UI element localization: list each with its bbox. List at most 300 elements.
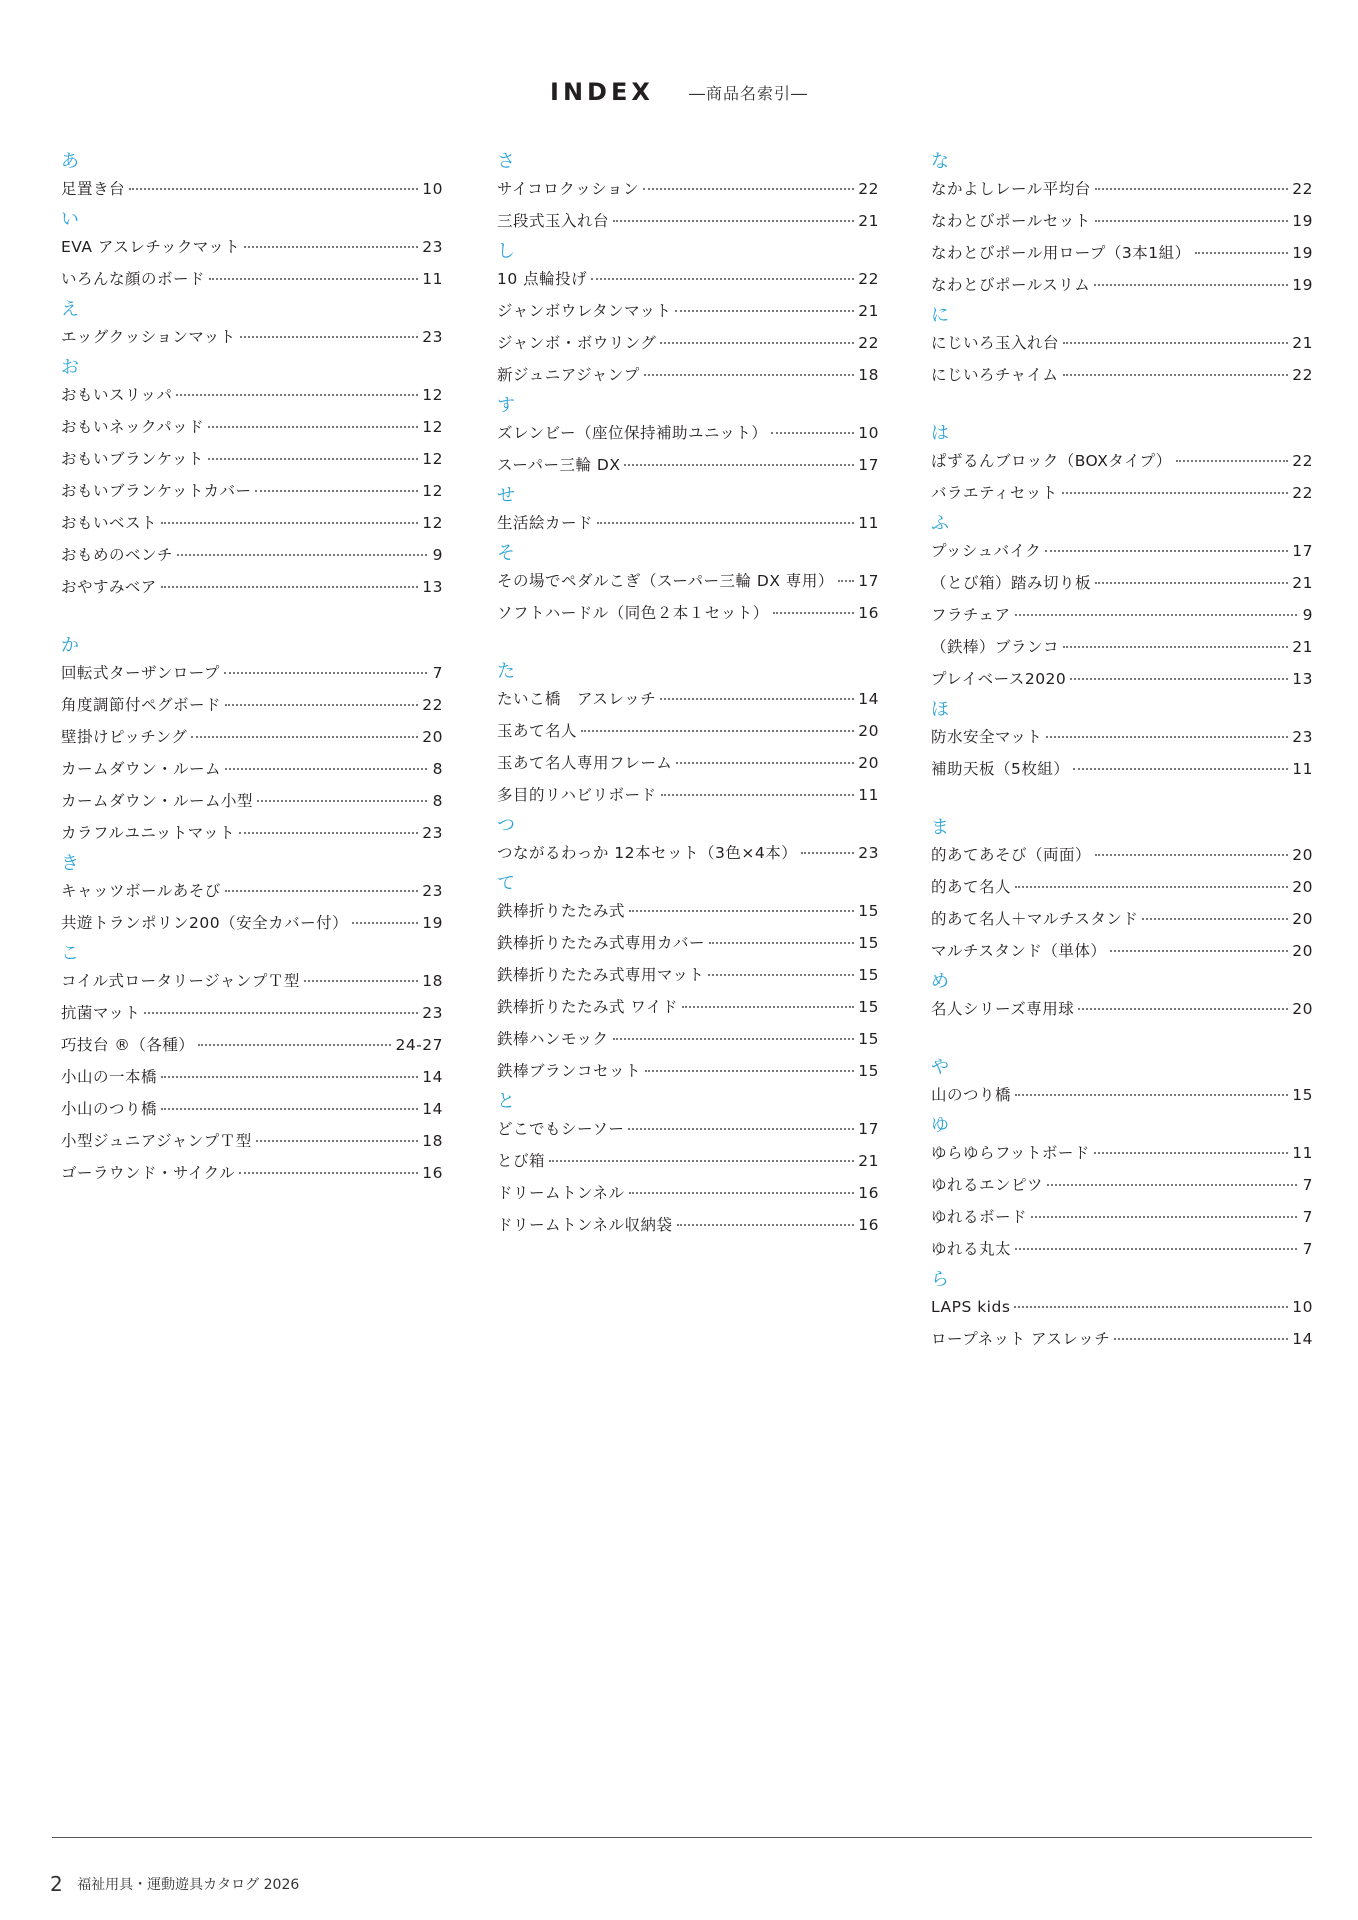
index-entry — [931, 1201, 1313, 1233]
entry-name: プッシュバイク — [931, 542, 1042, 560]
entry-list — [497, 1113, 879, 1241]
entry-page-number: 11 — [1292, 760, 1313, 778]
index-group — [931, 1115, 1313, 1265]
entry-page-number: 20 — [858, 754, 879, 772]
kana-heading: め — [931, 971, 949, 992]
dot-leader — [225, 768, 427, 770]
index-entry — [61, 571, 443, 603]
entry-name: 回転式ターザンロープ — [61, 664, 220, 682]
entry-page-number: 11 — [1292, 1144, 1313, 1162]
entry-name: カームダウン・ルーム小型 — [61, 792, 254, 810]
dot-leader — [644, 374, 855, 376]
entry-page-number: 23 — [422, 824, 443, 842]
entry-name: 抗菌マット — [61, 1004, 141, 1022]
dot-leader — [239, 1172, 418, 1174]
entry-page-number: 18 — [422, 1132, 443, 1150]
dot-leader — [675, 310, 854, 312]
entry-page-number: 10 — [1292, 1298, 1313, 1316]
entry-page-number: 20 — [858, 722, 879, 740]
entry-name: 鉄棒折りたたみ式 — [497, 902, 626, 920]
index-entry — [931, 721, 1313, 753]
index-entry — [61, 907, 443, 939]
index-entry — [61, 443, 443, 475]
kana-heading: に — [931, 305, 949, 326]
dot-leader — [208, 426, 418, 428]
entry-page-number: 21 — [1292, 334, 1313, 352]
entry-page-number: 15 — [858, 902, 879, 920]
page-number: 2 — [50, 1872, 63, 1896]
entry-page-number: 14 — [422, 1100, 443, 1118]
kana-heading: こ — [61, 943, 79, 964]
catalog-name: 福祉用具・運動遊具カタログ 2026 — [77, 1877, 300, 1893]
entry-name: おもいスリッパ — [61, 386, 173, 404]
index-entry — [61, 379, 443, 411]
index-entry — [497, 683, 879, 715]
entry-name: 防水安全マット — [931, 728, 1043, 746]
index-group — [497, 873, 879, 1087]
entry-list — [497, 507, 879, 539]
index-entry — [61, 1029, 443, 1061]
entry-page-number: 21 — [1292, 638, 1313, 656]
kana-heading: き — [61, 853, 79, 874]
entry-page-number: 17 — [858, 572, 879, 590]
entry-list — [931, 1137, 1313, 1265]
index-entry — [497, 205, 879, 237]
index-entry — [931, 269, 1313, 301]
index-entry — [497, 1055, 879, 1087]
entry-page-number: 19 — [1292, 212, 1313, 230]
kana-heading: し — [497, 241, 515, 262]
dot-leader — [240, 336, 419, 338]
dot-leader — [1014, 1306, 1288, 1308]
entry-page-number: 23 — [1292, 728, 1313, 746]
index-entry — [61, 507, 443, 539]
index-group — [931, 971, 1313, 1025]
entry-name: 鉄棒ブランコセット — [497, 1062, 642, 1080]
entry-page-number: 22 — [422, 696, 443, 714]
index-column-1 — [61, 147, 443, 1189]
dot-leader — [1095, 220, 1289, 222]
entry-name: ズレンビー（座位保持補助ユニット） — [497, 424, 768, 442]
index-entry — [497, 1145, 879, 1177]
entry-list — [497, 837, 879, 869]
dot-leader — [771, 432, 854, 434]
index-group — [61, 357, 443, 603]
entry-page-number: 15 — [1292, 1086, 1313, 1104]
entry-page-number: 7 — [1302, 1208, 1313, 1226]
entry-page-number: 11 — [422, 270, 443, 288]
entry-name: 多目的リハビリボード — [497, 786, 657, 804]
dot-leader — [613, 1038, 855, 1040]
kana-heading: す — [497, 395, 515, 416]
index-header — [0, 78, 1358, 106]
entry-name: 壁掛けピッチング — [61, 728, 188, 746]
entry-page-number: 16 — [858, 604, 879, 622]
kana-heading: い — [61, 209, 79, 230]
entry-name: 的あて名人 — [931, 878, 1012, 896]
entry-page-number: 11 — [858, 514, 879, 532]
dot-leader — [1094, 1152, 1288, 1154]
dot-leader — [628, 1128, 854, 1130]
index-entry — [931, 1137, 1313, 1169]
entry-list — [497, 565, 879, 629]
entry-page-number: 8 — [432, 760, 443, 778]
entry-page-number: 19 — [422, 914, 443, 932]
kana-heading: せ — [497, 485, 515, 506]
dot-leader — [177, 554, 427, 556]
entry-page-number: 7 — [1302, 1240, 1313, 1258]
entry-list — [931, 445, 1313, 509]
dot-leader — [191, 736, 418, 738]
entry-name: どこでもシーソー — [497, 1120, 625, 1138]
entry-name: キャッツボールあそび — [61, 882, 221, 900]
index-entry — [61, 1093, 443, 1125]
dot-leader — [1110, 950, 1288, 952]
index-group — [497, 543, 879, 629]
entry-page-number: 23 — [422, 238, 443, 256]
dot-leader — [129, 188, 418, 190]
index-entry — [931, 1233, 1313, 1265]
page-footer — [50, 1872, 299, 1896]
index-group — [931, 423, 1313, 509]
index-entry — [497, 565, 879, 597]
entry-name: 鉄棒折りたたみ式 ワイド — [497, 998, 678, 1016]
entry-page-number: 20 — [1292, 1000, 1313, 1018]
entry-page-number: 20 — [1292, 846, 1313, 864]
dot-leader — [256, 1140, 419, 1142]
entry-name: なわとびポールスリム — [931, 276, 1091, 294]
entry-name: スーパー三輪 DX — [497, 456, 621, 474]
entry-page-number: 13 — [422, 578, 443, 596]
entry-name: おもいブランケットカバー — [61, 482, 252, 500]
entry-name: LAPS kids — [931, 1298, 1011, 1316]
dot-leader — [1095, 854, 1288, 856]
entry-name: おもいブランケット — [61, 450, 204, 468]
entry-page-number: 18 — [858, 366, 879, 384]
index-entry — [61, 411, 443, 443]
dot-leader — [629, 910, 854, 912]
entry-list — [497, 417, 879, 481]
index-entry — [497, 895, 879, 927]
index-entry — [61, 475, 443, 507]
dot-leader — [225, 704, 418, 706]
index-entry — [931, 1323, 1313, 1355]
kana-heading: あ — [61, 151, 79, 172]
entry-page-number: 14 — [858, 690, 879, 708]
dot-leader — [304, 980, 418, 982]
entry-name: ソフトハードル（同色２本１セット） — [497, 604, 769, 622]
index-group — [931, 151, 1313, 301]
entry-page-number: 20 — [422, 728, 443, 746]
index-group — [497, 815, 879, 869]
dot-leader — [224, 672, 427, 674]
index-entry — [931, 753, 1313, 785]
entry-page-number: 22 — [858, 270, 879, 288]
index-entry — [931, 599, 1313, 631]
kana-heading: や — [931, 1057, 949, 1078]
entry-name: ゴーラウンド・サイクル — [61, 1164, 236, 1182]
index-entry — [497, 417, 879, 449]
entry-name: （とび箱）踏み切り板 — [931, 574, 1092, 592]
index-column-2 — [497, 147, 879, 1241]
kana-heading: て — [497, 873, 515, 894]
entry-name: いろんな顔のボード — [61, 270, 206, 288]
entry-page-number: 17 — [858, 456, 879, 474]
index-entry — [931, 631, 1313, 663]
dot-leader — [1063, 646, 1288, 648]
entry-name: ロープネット アスレッチ — [931, 1330, 1111, 1348]
entry-name: にじいろチャイム — [931, 366, 1059, 384]
index-entry — [497, 507, 879, 539]
entry-page-number: 11 — [858, 786, 879, 804]
entry-page-number: 22 — [1292, 452, 1313, 470]
entry-name: たいこ橋 アスレッチ — [497, 690, 657, 708]
entry-name: ジャンボウレタンマット — [497, 302, 672, 320]
dot-leader — [1015, 1094, 1288, 1096]
entry-page-number: 8 — [432, 792, 443, 810]
entry-page-number: 15 — [858, 934, 879, 952]
kana-heading: ら — [931, 1269, 949, 1290]
entry-name: 新ジュニアジャンプ — [497, 366, 640, 384]
kana-heading: ほ — [931, 699, 949, 720]
entry-page-number: 12 — [422, 482, 443, 500]
entry-name: フラチェア — [931, 606, 1011, 624]
dot-leader — [255, 490, 418, 492]
dot-leader — [581, 730, 854, 732]
dot-leader — [1063, 342, 1288, 344]
entry-page-number: 16 — [858, 1184, 879, 1202]
index-entry — [61, 753, 443, 785]
entry-page-number: 12 — [422, 386, 443, 404]
entry-page-number: 12 — [422, 418, 443, 436]
entry-name: ドリームトンネル — [497, 1184, 625, 1202]
index-entry — [497, 991, 879, 1023]
index-entry — [931, 993, 1313, 1025]
index-column-3 — [931, 147, 1313, 1355]
index-entry — [497, 173, 879, 205]
entry-page-number: 10 — [422, 180, 443, 198]
entry-name: カームダウン・ルーム — [61, 760, 222, 778]
kana-heading: え — [61, 299, 79, 320]
index-entry — [61, 1125, 443, 1157]
dot-leader — [1073, 768, 1288, 770]
entry-name: 小型ジュニアジャンプＴ型 — [61, 1132, 252, 1150]
page-title: INDEX — [550, 78, 654, 106]
entry-name: （鉄棒）ブランコ — [931, 638, 1060, 656]
entry-list — [61, 965, 443, 1189]
entry-page-number: 7 — [432, 664, 443, 682]
index-group — [497, 485, 879, 539]
index-entry — [61, 173, 443, 205]
entry-page-number: 19 — [1292, 276, 1313, 294]
entry-list — [61, 379, 443, 603]
entry-name: 的あてあそび（両面） — [931, 846, 1092, 864]
entry-name: ジャンボ・ボウリング — [497, 334, 657, 352]
dot-leader — [161, 1108, 418, 1110]
index-group — [497, 151, 879, 237]
entry-list — [931, 993, 1313, 1025]
dot-leader — [624, 464, 854, 466]
index-entry — [61, 997, 443, 1029]
entry-name: とび箱 — [497, 1152, 546, 1170]
entry-list — [931, 327, 1313, 391]
entry-list — [931, 839, 1313, 967]
entry-name: なかよしレール平均台 — [931, 180, 1091, 198]
index-group — [61, 209, 443, 295]
entry-name: ゆらゆらフットボード — [931, 1144, 1090, 1162]
index-entry — [497, 1177, 879, 1209]
entry-page-number: 9 — [1302, 606, 1313, 624]
index-entry — [497, 359, 879, 391]
entry-page-number: 21 — [858, 212, 879, 230]
entry-page-number: 20 — [1292, 910, 1313, 928]
index-entry — [931, 839, 1313, 871]
dot-leader — [257, 800, 427, 802]
entry-name: 小山のつり橋 — [61, 1100, 158, 1118]
index-group — [61, 635, 443, 849]
index-entry — [931, 205, 1313, 237]
dot-leader — [629, 1192, 855, 1194]
index-group — [497, 661, 879, 811]
index-entry — [931, 663, 1313, 695]
index-entry — [931, 1291, 1313, 1323]
entry-name: カラフルユニットマット — [61, 824, 236, 842]
dot-leader — [1047, 1184, 1297, 1186]
index-group — [931, 513, 1313, 695]
entry-list — [931, 173, 1313, 301]
entry-page-number: 17 — [1292, 542, 1313, 560]
index-entry — [497, 1209, 879, 1241]
entry-list — [61, 875, 443, 939]
entry-name: おもめのベンチ — [61, 546, 174, 564]
entry-name: 鉄棒ハンモック — [497, 1030, 609, 1048]
dot-leader — [209, 278, 418, 280]
dot-leader — [198, 1044, 391, 1046]
dot-leader — [597, 522, 854, 524]
dot-leader — [1046, 736, 1288, 738]
entry-name: プレイベース2020 — [931, 670, 1067, 688]
index-entry — [61, 263, 443, 295]
index-group — [497, 1091, 879, 1241]
entry-page-number: 22 — [1292, 366, 1313, 384]
entry-name: その場でペダルこぎ（スーパー三輪 DX 専用） — [497, 572, 834, 590]
entry-page-number: 22 — [1292, 484, 1313, 502]
entry-page-number: 15 — [858, 998, 879, 1016]
dot-leader — [1095, 582, 1288, 584]
entry-list — [497, 683, 879, 811]
entry-name: 鉄棒折りたたみ式専用マット — [497, 966, 705, 984]
entry-page-number: 15 — [858, 1062, 879, 1080]
index-entry — [931, 567, 1313, 599]
kana-heading: か — [61, 635, 79, 656]
index-entry — [61, 321, 443, 353]
entry-page-number: 22 — [858, 334, 879, 352]
entry-name: 三段式玉入れ台 — [497, 212, 610, 230]
kana-heading: お — [61, 357, 79, 378]
kana-heading: つ — [497, 815, 515, 836]
dot-leader — [1114, 1338, 1288, 1340]
entry-name: 小山の一本橋 — [61, 1068, 158, 1086]
index-entry — [61, 689, 443, 721]
entry-name: バラエティセット — [931, 484, 1058, 502]
dot-leader — [208, 458, 418, 460]
entry-list — [931, 1079, 1313, 1111]
index-entry — [497, 747, 879, 779]
entry-page-number: 15 — [858, 1030, 879, 1048]
dot-leader — [1045, 550, 1288, 552]
entry-page-number: 16 — [422, 1164, 443, 1182]
index-group — [61, 299, 443, 353]
dot-leader — [1078, 1008, 1288, 1010]
index-group — [61, 943, 443, 1189]
dot-leader — [176, 394, 418, 396]
entry-name: コイル式ロータリージャンプＴ型 — [61, 972, 300, 990]
dot-leader — [709, 942, 854, 944]
dot-leader — [1063, 374, 1289, 376]
entry-name: 山のつり橋 — [931, 1086, 1012, 1104]
kana-heading: た — [497, 661, 515, 682]
dot-leader — [1015, 614, 1297, 616]
dot-leader — [239, 832, 418, 834]
entry-name: 共遊トランポリン200（安全カバー付） — [61, 914, 349, 932]
index-group — [931, 305, 1313, 391]
entry-name: サイコロクッション — [497, 180, 639, 198]
index-entry — [61, 785, 443, 817]
dot-leader — [661, 794, 855, 796]
entry-name: 鉄棒折りたたみ式専用カバー — [497, 934, 706, 952]
index-entry — [61, 657, 443, 689]
entry-page-number: 22 — [1292, 180, 1313, 198]
entry-list — [497, 263, 879, 391]
index-entry — [497, 927, 879, 959]
dot-leader — [1195, 252, 1289, 254]
index-entry — [61, 721, 443, 753]
index-group — [931, 1057, 1313, 1111]
dot-leader — [613, 220, 854, 222]
entry-name: 足置き台 — [61, 180, 126, 198]
entry-list — [931, 1291, 1313, 1355]
index-entry — [931, 1079, 1313, 1111]
dot-leader — [352, 922, 418, 924]
entry-page-number: 14 — [422, 1068, 443, 1086]
index-entry — [931, 871, 1313, 903]
index-entry — [931, 535, 1313, 567]
index-entry — [497, 1113, 879, 1145]
index-entry — [61, 1157, 443, 1189]
kana-heading: さ — [497, 151, 515, 172]
dot-leader — [677, 1224, 855, 1226]
dot-leader — [660, 698, 854, 700]
entry-name: 名人シリーズ専用球 — [931, 1000, 1075, 1018]
entry-page-number: 19 — [1292, 244, 1313, 262]
dot-leader — [1142, 918, 1288, 920]
index-entry — [497, 597, 879, 629]
entry-page-number: 21 — [1292, 574, 1313, 592]
index-group — [497, 395, 879, 481]
entry-page-number: 23 — [422, 882, 443, 900]
index-group — [61, 853, 443, 939]
index-entry — [61, 817, 443, 849]
entry-list — [61, 321, 443, 353]
entry-page-number: 20 — [1292, 878, 1313, 896]
entry-name: 生活絵カード — [497, 514, 594, 532]
entry-page-number: 21 — [858, 1152, 879, 1170]
entry-name: ゆれる丸太 — [931, 1240, 1012, 1258]
entry-name: おもいベスト — [61, 514, 158, 532]
index-entry — [61, 965, 443, 997]
entry-name: 巧技台 ®（各種） — [61, 1036, 195, 1054]
entry-page-number: 12 — [422, 450, 443, 468]
